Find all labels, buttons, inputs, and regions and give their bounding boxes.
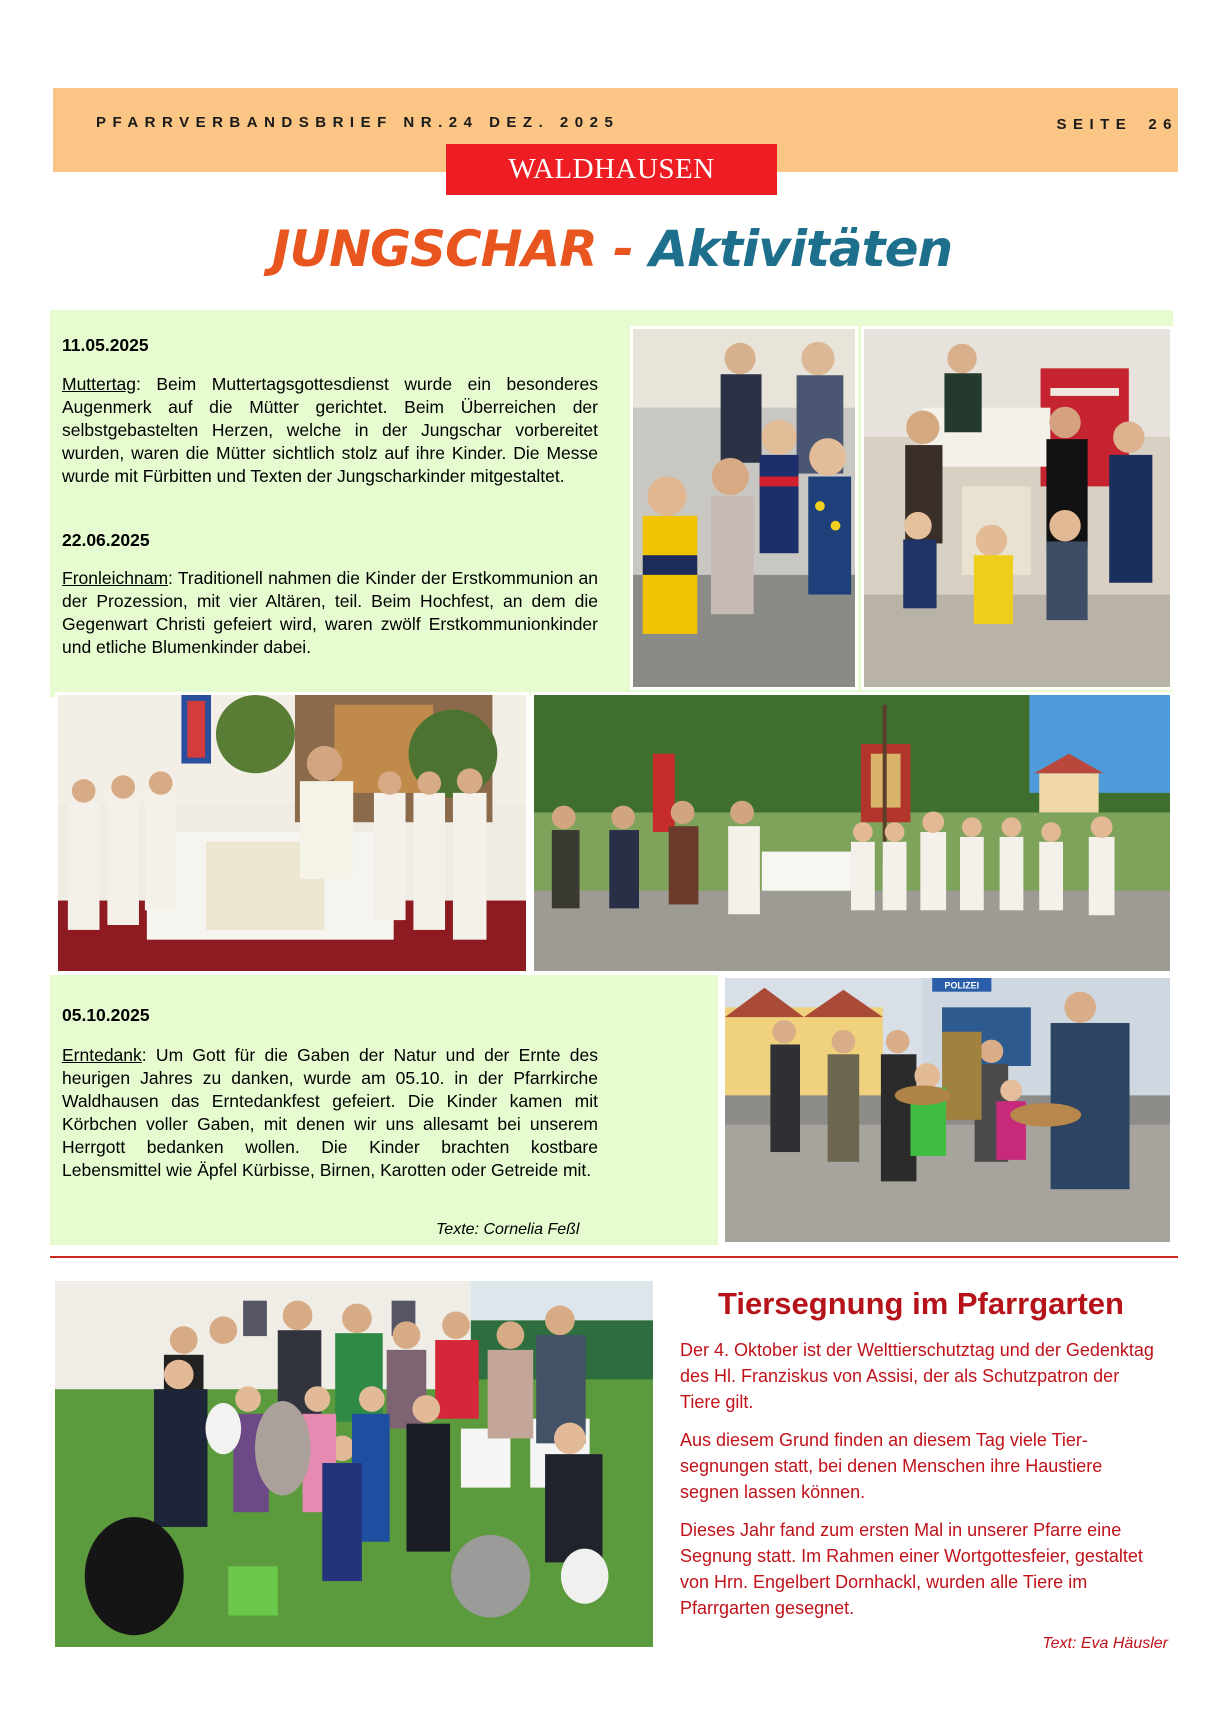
photo-erntedank [722,975,1173,1245]
title-part-aktivitaeten: Aktivitäten [649,220,953,278]
page-number [1056,116,1178,133]
text-erntedank [62,1044,598,1182]
credit-tiersegnung: Text: Eva Häusler [1042,1635,1168,1652]
text-muttertag [62,373,598,488]
tiersegnung-title: Tiersegnung im Pfarrgarten [718,1286,1124,1321]
tiersegnung-paragraph-2: Aus diesem Grund finden an diesem Tag viele Tiersegnungen statt, bei denen Menschen ihre Haustiere segnen lassen können. [680,1430,1103,1502]
date-muttertag: 11.05.2025 [62,335,149,355]
title-part-jungschar: JUNGSCHAR - [271,220,633,278]
publication-title: PFARRVERBANDSBRIEF NR.24 DEZ. 2025 [96,114,620,131]
photo-muttertag-church [861,326,1173,690]
credit-jungschar: Texte: Cornelia Feßl [436,1221,580,1238]
tiersegnung-paragraph-3: Dieses Jahr fand zum ersten Mal in unserer Pfarre eine Segnung statt. Im Rahmen einer Wortgottesfeier, gestaltet von Hrn. Engelbert Dornhackl, wurden alle Tiere im Pfarrgarten gesegnet. [680,1520,1143,1618]
text-fronleichnam [62,567,598,659]
tiersegnung-paragraph-1: Der 4. Oktober ist der Welttierschutztag und der Gedenktag des Hl. Franziskus von Assisi, der als Schutzpatron der Tiere gilt. [680,1340,1154,1412]
place-tag: WALDHAUSEN [446,144,777,195]
body-fronleichnam: : Traditionell nahmen die Kinder der Erstkommunion an der Prozession, mit vier Altären, teil. Beim Hochfest, an dem die Gegenwart Christi gefeiert wird, waren zwölf Erstkommunionkinder und etliche Blumenkinder dabei. [62,568,598,657]
lead-erntedank: Erntedank [62,1045,142,1065]
page-label: SEITE [1056,116,1133,133]
date-fronleichnam: 22.06.2025 [62,530,150,550]
body-erntedank: : Um Gott für die Gaben der Natur und der Ernte des heurigen Jahres zu danken, wurde am 05.10. in der Pfarrkirche Waldhausen das Erntedankfest gefeiert. Die Kinder kamen mit Körbchen voller Gaben, mit denen wir uns allesamt bei unserem Herrgott bedanken wollen. Die Kinder brachten kostbare Lebensmittel wie Äpfel Kürbisse, Birnen, Karotten oder Getreide mit. [62,1045,598,1180]
photo-fronleichnam-altar [55,692,529,974]
body-muttertag: : Beim Muttertagsgottesdienst wurde ein besonderes Augenmerk auf die Mütter gerichtet. Beim Überreichen der selbstgebastelten Herzen, welche in der Jungschar vorbereitet wurden, waren die Mütter sichtlich stolz auf ihre Kinder. Die Messe wurde mit Fürbitten und Texten der Jungscharkinder mitgestaltet. [62,374,598,486]
section-divider [50,1256,1178,1258]
page-number-value: 26 [1148,116,1178,133]
photo-tiersegnung-group [52,1278,656,1650]
photo-muttertag-children [630,326,858,690]
lead-fronleichnam: Fronleichnam [62,568,169,588]
photo-fronleichnam-procession [531,692,1173,974]
date-erntedank: 05.10.2025 [62,1005,150,1025]
lead-muttertag: Muttertag [62,374,136,394]
section-title [0,220,1224,278]
sign-polizei: POLIZEI [944,980,980,991]
